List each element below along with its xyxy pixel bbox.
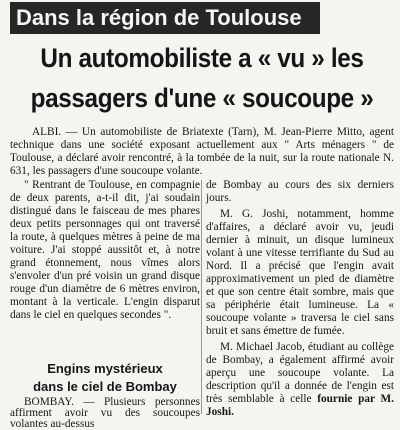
jacob-paragraph-ending: fournie par M. Joshi. [206,393,394,418]
lead-paragraph: ALBI. — Un automobiliste de Briatexte (Tarn), M. Jean-Pierre Mitto, agent technique dans une société exposant actuellement aux " Arts ménagers " de Toulouse, a déclaré avoir rencontré, à la tombée de la nuit, sur la route nationale N. 631, les passagers d'une soucoupe volante. [10,126,394,177]
headline-line-1: Un automobiliste a « vu » les [40,43,364,73]
column-divider [201,180,202,414]
section-kicker: Dans la région de Toulouse [10,2,320,34]
bombay-continuation: de Bombay au cours des six derniers jours. [206,179,394,204]
right-column [206,179,394,419]
subheadline-line-2: dans le ciel de Bombay [33,379,177,394]
jacob-paragraph [206,341,394,419]
joshi-paragraph: M. G. Joshi, notamment, homme d'affaires, a déclaré avoir vu, jeudi dernier à minuit, un disque lumineux volant à une vitesse terrifiante du Sud au Nord. Il a précisé que l'engin avait approximativement un pied de diamètre et que son centre était sombre, mais que sa périphérie était lumineuse. La « soucoupe volante » traversa le ciel sans bruit et sans émettre de fumée. [206,208,394,337]
left-column [10,179,200,322]
witness-quote-paragraph: " Rentrant de Toulouse, en compagnie de deux parents, a-t-il dit, j'ai soudain distingué dans le faisceau de mes phares deux petits personnages qui ont traversé la route, à quelques mètres à peine de ma voiture. J'ai stoppé aussitôt et, à notre grand étonnement, nous vîmes alors s'envoler d'un pré voisin un grand disque rouge d'un diamètre de 6 mètres environ, montant à la verticale. L'engin disparut dans le ciel en quelques secondes ". [10,179,200,321]
headline-line-2: passagers d'une « soucoupe » [30,83,374,113]
bombay-dateline-paragraph: BOMBAY. — Plusieurs personnes affirment avoir vu des soucoupes volantes au-dessus [10,396,200,430]
subheadline-line-1: Engins mystérieux [47,361,163,376]
jacob-paragraph-text: M. Michael Jacob, étudiant au collège de Bombay, a également affirmé avoir aperçu une soucoupe volante. La description qu'il a donnée de l'engin est très semblable à celle [206,341,394,405]
